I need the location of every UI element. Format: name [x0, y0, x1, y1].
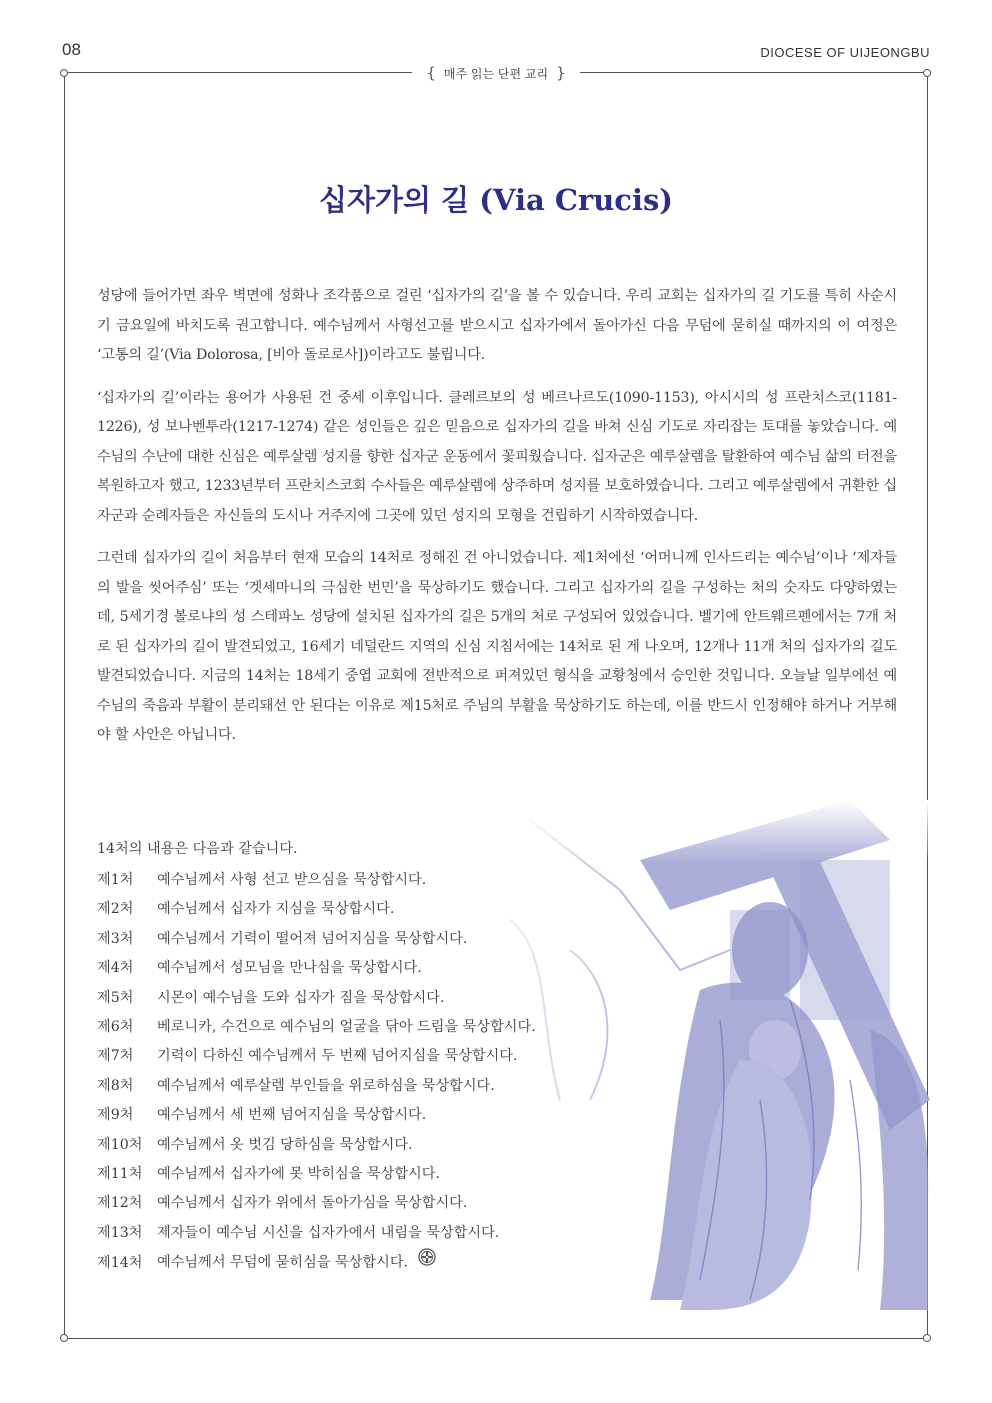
list-item	[97, 1042, 536, 1071]
station-text: 베로니카, 수건으로 예수님의 얼굴을 닦아 드림을 묵상합시다.	[157, 1018, 536, 1035]
stations-illustration	[470, 800, 932, 1320]
series-label-text: 매주 읽는 단편 교리	[443, 67, 549, 81]
article-body	[97, 282, 897, 764]
list-item	[97, 1131, 536, 1160]
station-number: 제5처	[97, 989, 134, 1006]
station-text: 예수님께서 무덤에 묻히심을 묵상합시다.	[157, 1254, 409, 1271]
station-number: 제13처	[97, 1224, 143, 1241]
brace-right: }	[556, 64, 566, 82]
stations-list	[97, 866, 536, 1277]
station-number: 제14처	[97, 1254, 143, 1271]
station-text: 기력이 다하신 예수님께서 두 번째 넘어지심을 묵상합시다.	[157, 1048, 518, 1065]
list-item	[97, 1013, 536, 1042]
frame-corner-dot	[60, 69, 68, 77]
station-number: 제9처	[97, 1107, 134, 1124]
paragraph: ‘십자가의 길’이라는 용어가 사용된 건 중세 이후입니다. 클레르보의 성 베르나르도(1090-1153), 아시시의 성 프란치스코(1181-1226), 성 보나벤투라(1217-1274) 같은 성인들은 깊은 믿음으로 십자가의 길을 바쳐 신심 기도로 자리잡는 토대를 놓았습니다. 예수님의 수난에 대한 신심은 예루살렘 성지를 향한 십자군 운동에서 꽃피웠습니다. 십자군은 예루살렘을 탈환하여 예수님 삶의 터전을 복원하고자 했고, 1233년부터 프란치스코회 수사들은 예루살렘에 상주하며 성지를 보호하였습니다. 그리고 예루살렘에서 귀환한 십자군과 순례자들은 자신들의 도시나 거주지에 그곳에 있던 성지의 모형을 건립하기 시작하였습니다.	[97, 389, 897, 524]
station-number: 제3처	[97, 930, 134, 947]
list-item	[97, 1101, 536, 1130]
list-item	[97, 866, 536, 895]
station-number: 제11처	[97, 1165, 143, 1182]
frame-corner-dot	[923, 69, 931, 77]
brace-left: {	[426, 64, 436, 82]
cross-medallion-icon	[418, 1248, 436, 1277]
station-text: 예수님께서 기력이 떨어져 넘어지심을 묵상합시다.	[157, 930, 468, 947]
article-title: 십자가의 길 (Via Crucis)	[318, 183, 674, 217]
list-item	[97, 925, 536, 954]
station-text: 예수님께서 세 번째 넘어지심을 묵상합시다.	[157, 1107, 427, 1124]
station-text: 시몬이 예수님을 도와 십자가 짐을 묵상합시다.	[157, 989, 445, 1006]
station-text: 제자들이 예수님 시신을 십자가에서 내림을 묵상합시다.	[157, 1224, 500, 1241]
frame-bottom-line	[64, 1338, 928, 1339]
list-item	[97, 954, 536, 983]
list-item	[97, 1248, 536, 1277]
station-text: 예수님께서 십자가 위에서 돌아가심을 묵상합시다.	[157, 1195, 468, 1212]
station-text: 예수님께서 십자가에 못 박히심을 묵상합시다.	[157, 1165, 440, 1182]
frame-corner-dot	[60, 1334, 68, 1342]
list-item	[97, 895, 536, 924]
paragraph: 성당에 들어가면 좌우 벽면에 성화나 조각품으로 걸린 ‘십자가의 길’을 볼 수 있습니다. 우리 교회는 십자가의 길 기도를 특히 사순시기 금요일에 바치도록 권고합니다. 예수님께서 사형선고를 받으시고 십자가에서 돌아가신 다음 무덤에 묻히실 때까지의 이 여정은 ‘고통의 길’(Via Dolorosa, [비아 돌로로사])이라고도 불립니다.	[97, 288, 897, 363]
station-number: 제7처	[97, 1048, 134, 1065]
paragraph: 그런데 십자가의 길이 처음부터 현재 모습의 14처로 정해진 건 아니었습니다. 제1처에선 ‘어머니께 인사드리는 예수님’이나 ‘제자들의 발을 씻어주심’ 또는 ‘겟세마니의 극심한 번민’을 묵상하기도 했습니다. 그리고 십자가의 길을 구성하는 처의 숫자도 다양하였는데, 5세기경 볼로냐의 성 스테파노 성당에 설치된 십자가의 길은 5개의 처로 구성되어 있었습니다. 벨기에 안트웨르펜에서는 7개 처로 된 십자가의 길이 발견되었고, 16세기 네덜란드 지역의 신심 지침서에는 14처로 된 게 나오며, 12개나 11개 처의 십자가의 길도 발견되었습니다. 지금의 14처는 18세기 중엽 교회에 전반적으로 퍼져있던 형식을 교황청에서 승인한 것입니다. 오늘날 일부에선 예수님의 죽음과 부활이 분리돼선 안 된다는 이유로 제15처로 주님의 부활을 묵상하기도 하는데, 이를 반드시 인정해야 하거나 거부해야 할 사안은 아닙니다.	[97, 550, 897, 743]
list-item	[97, 1072, 536, 1101]
station-text: 예수님께서 예루살렘 부인들을 위로하심을 묵상합시다.	[157, 1077, 495, 1094]
list-item	[97, 1219, 536, 1248]
station-text: 예수님께서 사형 선고 받으심을 묵상합시다.	[157, 872, 427, 888]
list-item	[97, 984, 536, 1013]
station-text: 예수님께서 옷 벗김 당하심을 묵상합시다.	[157, 1136, 413, 1153]
frame-corner-dot	[923, 1334, 931, 1342]
station-number: 제12처	[97, 1195, 143, 1212]
station-number: 제6처	[97, 1018, 134, 1035]
station-number: 제1처	[97, 872, 134, 888]
station-number: 제4처	[97, 960, 134, 977]
stations-intro: 14처의 내용은 다음과 같습니다.	[97, 841, 298, 857]
series-label	[412, 62, 580, 84]
page-number: 08	[62, 40, 81, 59]
list-item	[97, 1160, 536, 1189]
station-text: 예수님께서 십자가 지심을 묵상합시다.	[157, 901, 395, 918]
frame-left-line	[64, 72, 65, 1338]
station-text: 예수님께서 성모님을 만나심을 묵상합시다.	[157, 960, 422, 977]
station-number: 제2처	[97, 901, 134, 918]
list-item	[97, 1189, 536, 1218]
station-number: 제8처	[97, 1077, 134, 1094]
diocese-name: DIOCESE OF UIJEONGBU	[760, 45, 930, 60]
station-number: 제10처	[97, 1136, 143, 1153]
